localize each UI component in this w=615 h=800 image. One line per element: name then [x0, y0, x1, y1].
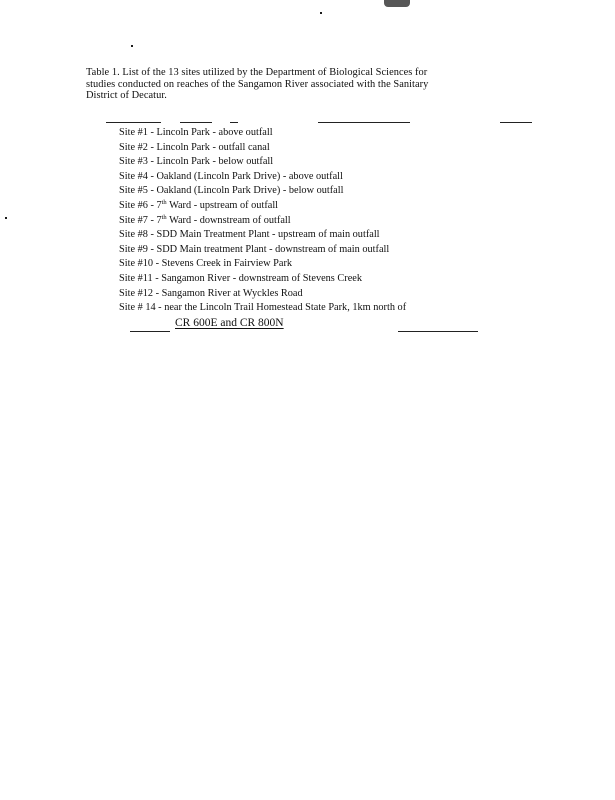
caption-line-1: Table 1. List of the 13 sites utilized by the Department of Biological Sciences for: [86, 67, 428, 78]
site-label: Site #4 - Oakland (Lincoln Park Drive) - above outfall: [119, 170, 343, 182]
scan-speck: [320, 12, 322, 14]
site-item: [119, 170, 519, 185]
site-label: Site #10 - Stevens Creek in Fairview Park: [119, 258, 293, 270]
table-bottom-rule: [130, 331, 170, 332]
site-label: Site #1 - Lincoln Park - above outfall: [119, 127, 273, 138]
site-14-continuation: CR 600E and CR 800N: [175, 316, 284, 329]
site-item: [119, 214, 519, 229]
site-item: [119, 199, 519, 214]
site-label: Site #9 - SDD Main treatment Plant - downstream of main outfall: [119, 243, 390, 255]
table-top-rule: [318, 122, 410, 123]
site-label-rest: Ward - upstream of outfall: [166, 199, 279, 211]
table-top-rule: [180, 122, 212, 123]
site-item: [119, 228, 519, 243]
site-item: [119, 257, 519, 272]
site-item: [119, 272, 519, 287]
site-label: Site #5 - Oakland (Lincoln Park Drive) - below outfall: [119, 185, 344, 197]
site-item: [119, 287, 519, 302]
site-item: [119, 155, 519, 170]
site-item: [119, 184, 519, 199]
table-bottom-rule: [398, 331, 478, 332]
caption-line-2: studies conducted on reaches of the Sangamon River associated with the Sanitary: [86, 78, 429, 90]
site-label: Site #12 - Sangamon River at Wyckles Road: [119, 287, 303, 299]
caption-line-3: District of Decatur.: [86, 90, 167, 102]
scan-speck: [131, 45, 133, 47]
table-top-rule: [500, 122, 532, 123]
site-label: Site #3 - Lincoln Park - below outfall: [119, 156, 274, 168]
site-label-rest: Ward - downstream of outfall: [166, 214, 291, 226]
table-caption: [86, 67, 516, 102]
scan-artifact: [384, 0, 410, 7]
site-label: Site #2 - Lincoln Park - outfall canal: [119, 141, 270, 153]
site-item: [119, 141, 519, 156]
site-label: Site #7 - 7: [119, 214, 162, 226]
table-top-rule: [106, 122, 161, 123]
site-label: Site # 14 - near the Lincoln Trail Homestead State Park, 1km north of: [119, 302, 407, 314]
site-item: [119, 126, 519, 141]
site-label: Site #11 - Sangamon River - downstream of Stevens Creek: [119, 272, 362, 284]
ordinal-suffix: th: [161, 213, 167, 221]
ordinal-suffix: th: [161, 198, 167, 206]
site-list: [119, 126, 519, 330]
scan-speck: [5, 217, 7, 219]
site-item: [119, 301, 519, 316]
site-item: [119, 243, 519, 258]
site-label: Site #8 - SDD Main Treatment Plant - upstream of main outfall: [119, 229, 380, 241]
site-label: Site #6 - 7: [119, 199, 162, 211]
table-top-rule: [230, 122, 238, 123]
